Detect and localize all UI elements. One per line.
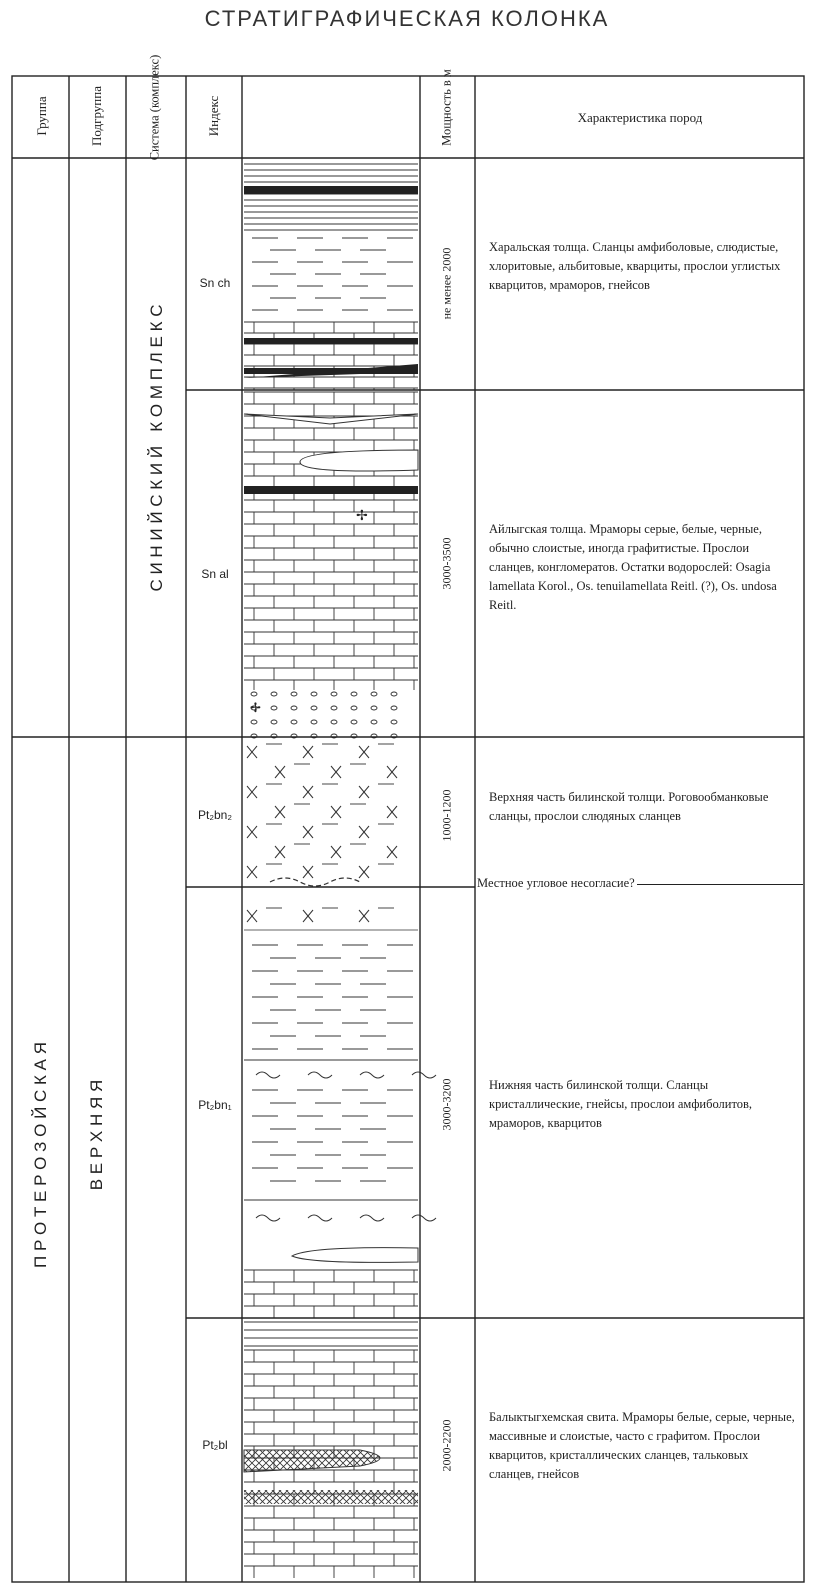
unit-index-bn1: Pt₂bn₁: [198, 1098, 232, 1112]
header-index: Индекс: [206, 95, 221, 137]
unit-index-bl: Pt₂bl: [202, 1438, 228, 1452]
unit-description-bn2: Верхняя часть билинской толщи. Роговообманковые сланцы, прослои слюдяных сланцев: [489, 790, 769, 823]
header-thickness: Мощность в м: [439, 69, 454, 146]
unit-thickness-bl: 2000-2200: [439, 1419, 454, 1472]
group-label: П Р О Т Е Р О З О Й С К А Я: [31, 1042, 50, 1268]
unit-thickness-snch: не менее 2000: [439, 247, 454, 320]
header-system: Система (комплекс): [147, 54, 162, 161]
svg-text:✢: ✢: [356, 509, 368, 524]
unit-description-bn1: Нижняя часть билинской толщи. Сланцы кристаллические, гнейсы, прослои амфиболитов, мраморов, кварцитов: [489, 1078, 753, 1130]
svg-text:✢: ✢: [250, 700, 261, 715]
unit-index-bn2: Pt₂bn₂: [197, 808, 232, 822]
unit-thickness-bn2: 1000-1200: [439, 789, 454, 842]
unit-index-snal: Sn al: [201, 567, 229, 581]
lithology-column: [244, 164, 436, 1578]
unit-thickness-snal: 3000-3500: [439, 537, 454, 590]
unit-thickness-bn1: 3000-3200: [439, 1078, 454, 1131]
unconformity-label: Местное угловое несогласие?: [477, 876, 635, 890]
unit-description-snal: Айлыгская толща. Мраморы серые, белые, черные, обычно слоистые, иногда графитистые. Прослои сланцев, конгломератов. Остатки водорослей: Osagia lamellata Korol., Os. tenuilamellata Reitl. (?), Os. undosa Reitl.: [489, 522, 777, 612]
unconformity-note: [477, 876, 803, 891]
unit-description-snch: Харальская толща. Сланцы амфиболовые, слюдистые, хлоритовые, альбитовые, кварциты, прослои углистых кварцитов, мраморов, гнейсов: [489, 240, 781, 292]
unit-index-snch: Sn ch: [199, 276, 231, 290]
unit-description-bl: Балыктыгхемская свита. Мраморы белые, серые, черные, массивные и слоистые, часто с графитом. Прослои кварцитов, кристаллических сланцев, тальковых сланцев, гнейсов: [489, 1410, 795, 1481]
subgroup-label: В Е Р Х Н Я Я: [87, 1079, 106, 1191]
system-label: С И Н И Й С К И Й К О М П Л Е К С: [147, 304, 166, 592]
page-title: СТРАТИГРАФИЧЕСКАЯ КОЛОНКА: [204, 6, 610, 31]
header-characteristics: Характеристика пород: [577, 110, 703, 125]
header-subgroup: Подгруппа: [89, 86, 104, 146]
unconformity-line: [637, 884, 803, 885]
header-group: Группа: [34, 96, 49, 136]
